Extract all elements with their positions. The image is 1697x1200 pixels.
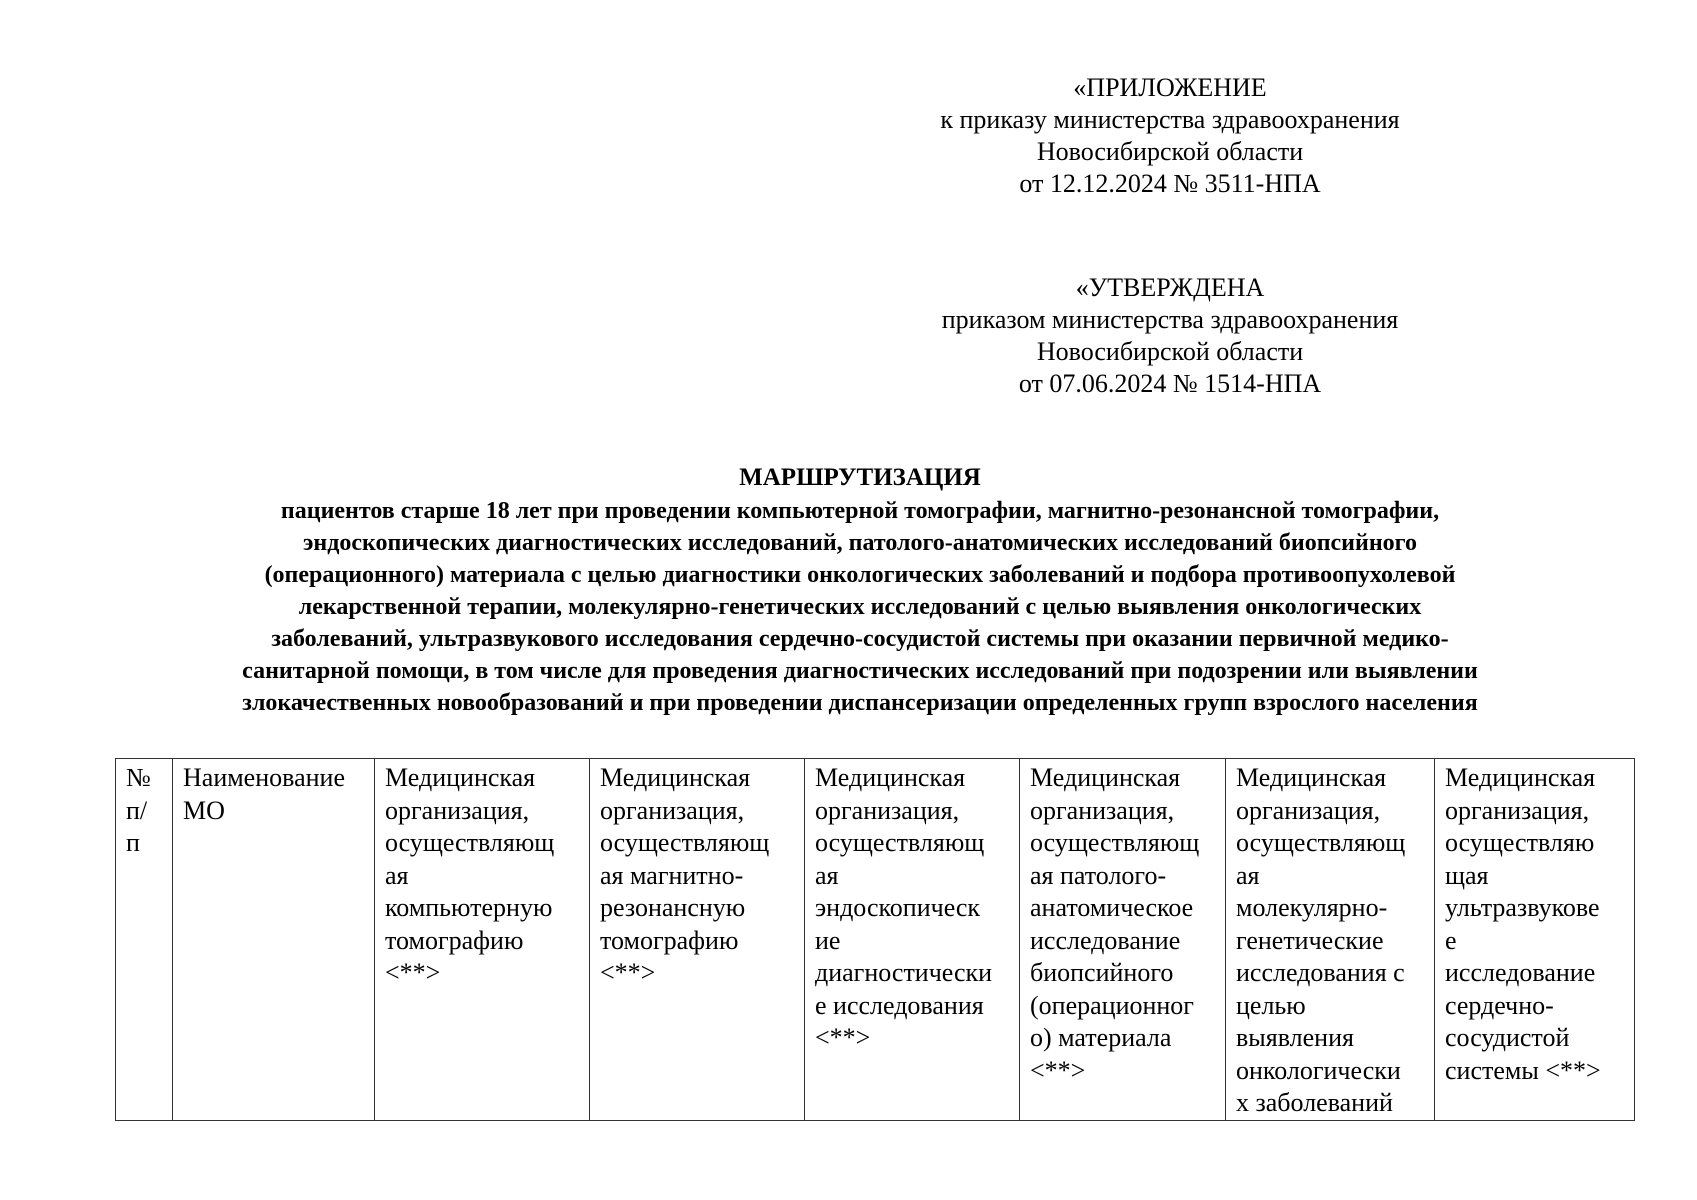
appendix-order-line: к приказу министерства здравоохранения — [940, 105, 1400, 134]
header-pathology-organization: Медицинская организация, осуществляющ ая патолого- анатомическое исследование биопсийного (операционног о) материала <**> — [1020, 759, 1226, 1121]
header-mo-name: Наименование МО — [173, 759, 375, 1121]
approval-order-line: приказом министерства здравоохранения — [941, 305, 1399, 334]
routing-table — [115, 758, 1635, 1121]
header-molecular-genetic-organization: Медицинская организация, осуществляющ ая молекулярно- генетические исследования с целью выявления онкологически х заболеваний — [1226, 759, 1435, 1121]
approval-date-number: от 07.06.2024 № 1514-НПА — [1018, 369, 1322, 398]
subtitle-line: лекарственной терапии, молекулярно-генетических исследований с целью выявления онкологических — [298, 594, 1422, 620]
subtitle-line: (операционного) материала с целью диагностики онкологических заболеваний и подбора противоопухолевой — [264, 562, 1456, 588]
document-title-block — [110, 462, 1610, 719]
subtitle-line: эндоскопических диагностических исследований, патолого-анатомических исследований биопсийного — [303, 530, 1417, 556]
subtitle-line: санитарной помощи, в том числе для проведения диагностических исследований при подозрении или выявлении — [242, 658, 1478, 684]
approval-header — [870, 272, 1470, 400]
subtitle-line: злокачественных новообразований и при проведении диспансеризации определенных групп взрослого населения — [242, 690, 1478, 716]
appendix-date-number: от 12.12.2024 № 3511-НПА — [1019, 169, 1321, 198]
header-endoscopy-organization: Медицинская организация, осуществляющ ая эндоскопическ ие диагностически е исследования <**> — [805, 759, 1020, 1121]
header-ultrasound-organization: Медицинская организация, осуществляю щая ультразвукове е исследование сердечно- сосудистой системы <**> — [1435, 759, 1635, 1121]
appendix-region-line: Новосибирской области — [1036, 137, 1304, 166]
header-row-number: № п/ п — [116, 759, 173, 1121]
document-title: МАРШРУТИЗАЦИЯ — [739, 464, 981, 491]
approval-region-line: Новосибирской области — [1036, 337, 1304, 366]
subtitle-line: заболеваний, ультразвукового исследования сердечно-сосудистой системы при оказании первичной медико- — [271, 626, 1449, 652]
table-header-row — [116, 759, 1635, 1121]
subtitle-line: пациентов старше 18 лет при проведении компьютерной томографии, магнитно-резонансной томографии, — [280, 498, 1440, 524]
header-ct-organization: Медицинская организация, осуществляющ ая компьютерную томографию <**> — [375, 759, 590, 1121]
appendix-header — [870, 72, 1470, 200]
appendix-title: «ПРИЛОЖЕНИЕ — [1073, 73, 1267, 102]
document-subtitle — [110, 495, 1610, 719]
header-mri-organization: Медицинская организация, осуществляющ ая магнитно- резонансную томографию <**> — [590, 759, 805, 1121]
approval-title: «УТВЕРЖДЕНА — [1075, 273, 1265, 302]
